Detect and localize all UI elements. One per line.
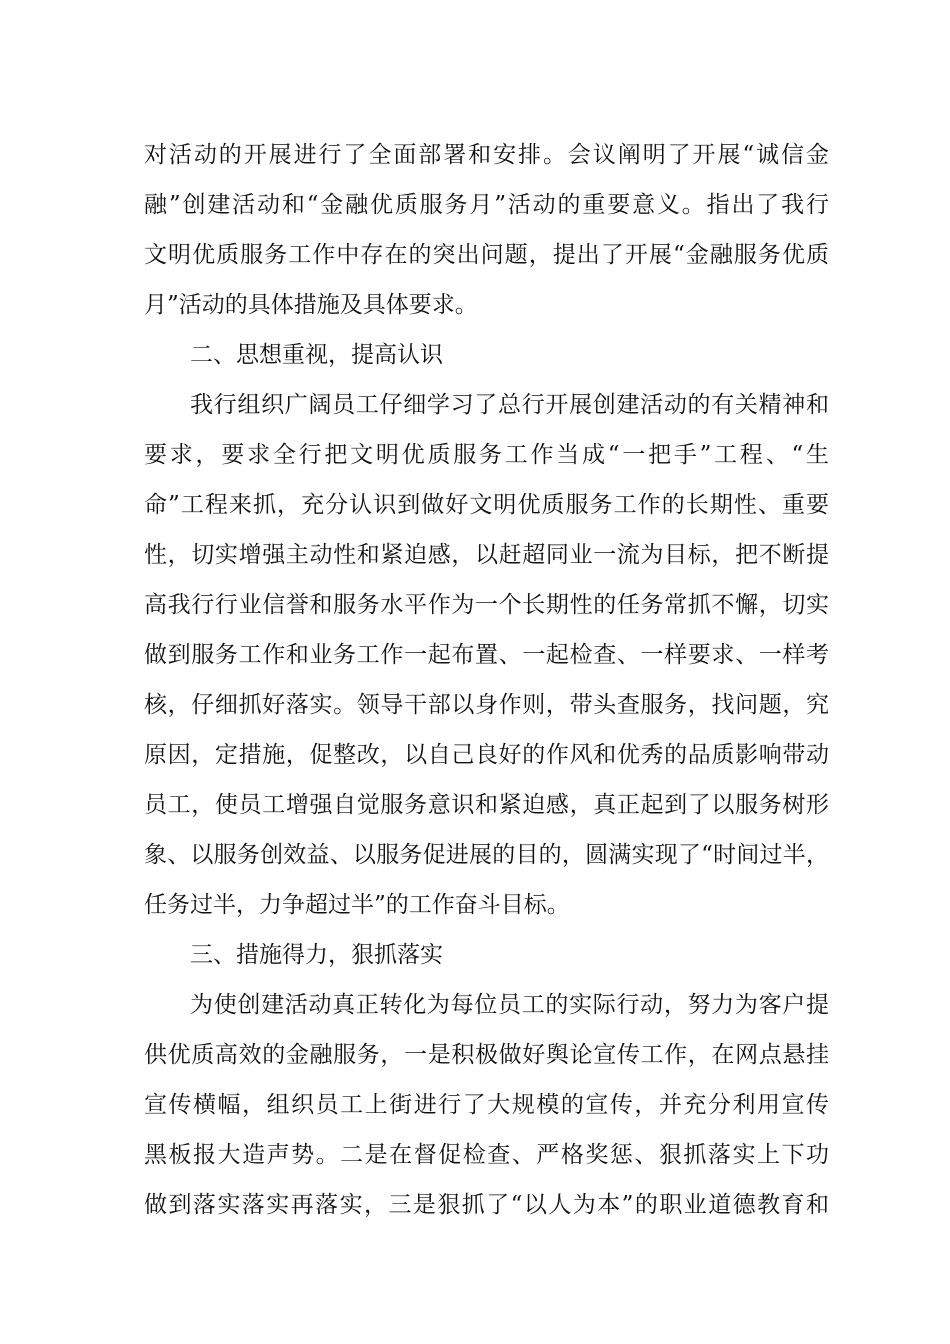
paragraph-line: 宣传横幅，组织员工上街进行了大规模的宣传，并充分利用宣传 xyxy=(144,1092,829,1118)
paragraph-line: 做到落实落实再落实，三是狠抓了“以人为本”的职业道德教育和 xyxy=(144,1192,829,1218)
paragraph-line: 融”创建活动和“金融优质服务月”活动的重要意义。指出了我行 xyxy=(144,192,829,218)
paragraph-line: 黑板报大造声势。二是在督促检查、严格奖惩、狠抓落实上下功 xyxy=(144,1142,829,1168)
paragraph-first-line: 为使创建活动真正转化为每位员工的实际行动，努力为客户提 xyxy=(190,992,829,1018)
paragraph-line: 做到服务工作和业务工作一起布置、一起检查、一样要求、一样考 xyxy=(144,642,829,668)
paragraph-line: 对活动的开展进行了全面部署和安排。会议阐明了开展“诚信金 xyxy=(144,142,829,168)
section-heading: 二、思想重视，提高认识 xyxy=(190,342,443,368)
paragraph-line: 供优质高效的金融服务，一是积极做好舆论宣传工作，在网点悬挂 xyxy=(144,1042,829,1068)
paragraph-line: 原因，定措施，促整改，以自己良好的作风和优秀的品质影响带动 xyxy=(144,742,829,768)
paragraph-last-line: 月”活动的具体措施及具体要求。 xyxy=(144,292,478,318)
paragraph-last-line: 任务过半，力争超过半”的工作奋斗目标。 xyxy=(144,892,570,918)
paragraph-line: 象、以服务创效益、以服务促进展的目的，圆满实现了“时间过半， xyxy=(144,842,829,868)
paragraph-line: 核，仔细抓好落实。领导干部以身作则，带头查服务，找问题，究 xyxy=(144,692,829,718)
paragraph-line: 性，切实增强主动性和紧迫感，以赶超同业一流为目标，把不断提 xyxy=(144,542,829,568)
paragraph-line: 命”工程来抓，充分认识到做好文明优质服务工作的长期性、重要 xyxy=(144,492,829,518)
paragraph-line: 文明优质服务工作中存在的突出问题，提出了开展“金融服务优质 xyxy=(144,242,829,268)
section-heading: 三、措施得力，狠抓落实 xyxy=(190,942,443,968)
paragraph-first-line: 我行组织广阔员工仔细学习了总行开展创建活动的有关精神和 xyxy=(190,392,829,418)
paragraph-line: 要求，要求全行把文明优质服务工作当成“一把手”工程、“生 xyxy=(144,442,829,468)
document-body xyxy=(144,130,829,1230)
paragraph-line: 高我行行业信誉和服务水平作为一个长期性的任务常抓不懈，切实 xyxy=(144,592,829,618)
paragraph-line: 员工，使员工增强自觉服务意识和紧迫感，真正起到了以服务树形 xyxy=(144,792,829,818)
